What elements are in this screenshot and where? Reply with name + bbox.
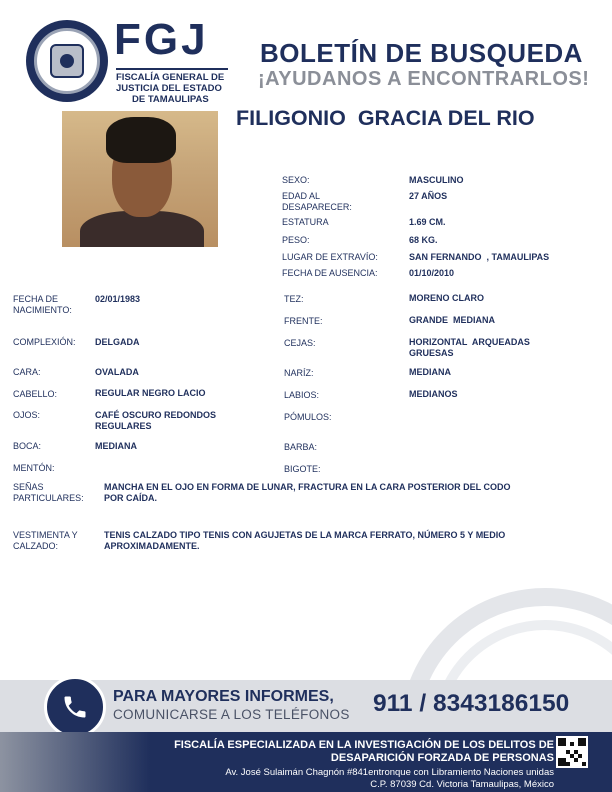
lugar-value: SAN FERNANDO , TAMAULIPAS [409,252,550,262]
logo-divider [116,68,228,70]
agency-line-1: FISCALÍA GENERAL DE [116,72,225,83]
ojos-value-2: REGULARES [95,421,152,431]
frente-value: GRANDE MEDIANA [409,315,496,325]
fecha-nacimiento-label-1: FECHA DE [13,294,59,304]
qr-code-icon[interactable] [556,736,588,768]
labios-value: MEDIANOS [409,389,458,399]
fecha-nacimiento-label-2: NACIMIENTO: [13,305,72,315]
fgj-logo-text: FGJ [114,15,209,64]
fgj-seal-logo [26,20,108,102]
fecha-nacimiento-value: 02/01/1983 [95,294,141,304]
vestimenta-label-1: VESTIMENTA Y [13,530,78,540]
senas-label-1: SEÑAS [13,482,44,492]
phone-icon [44,676,106,738]
edad-label-2: DESAPARECER: [282,202,352,212]
vestimenta-value-1: TENIS CALZADO TIPO TENIS CON AGUJETAS DE LA MARCA FERRATO, NÚMERO 5 Y MEDIO [104,530,506,540]
phone-number[interactable]: 911 / 8343186150 [373,690,570,717]
cabello-value: REGULAR NEGRO LACIO [95,388,206,398]
estatura-label: ESTATURA [282,217,329,227]
agency-line-2: JUSTICIA DEL ESTADO [116,83,222,94]
ojos-label: OJOS: [13,410,41,420]
contact-phrase: COMUNICARSE A LOS TELÉFONOS [113,707,350,722]
senas-value-1: MANCHA EN EL OJO EN FORMA DE LUNAR, FRACTURA EN LA CARA POSTERIOR DEL CODO [104,482,511,492]
edad-value: 27 AÑOS [409,191,448,201]
vestimenta-value-2: APROXIMADAMENTE. [104,541,200,551]
nariz-label: NARÍZ: [284,368,314,378]
bulletin-subtitle: ¡AYUDANOS A ENCONTRARLOS! [258,68,590,90]
cejas-label: CEJAS: [284,338,316,348]
cara-label: CARA: [13,367,41,377]
senas-value-2: POR CAÍDA. [104,493,158,503]
person-name: FILIGONIO GRACIA DEL RIO [236,106,535,130]
edad-label-1: EDAD AL [282,191,321,201]
boca-value: MEDIANA [95,441,137,451]
nariz-value: MEDIANA [409,367,451,377]
photo-hair [106,117,176,163]
labios-label: LABIOS: [284,390,320,400]
cara-value: OVALADA [95,367,139,377]
cejas-value-1: HORIZONTAL ARQUEADAS [409,337,530,347]
complexion-label: COMPLEXIÓN: [13,337,76,347]
missing-person-photo [62,111,218,247]
peso-label: PESO: [282,235,310,245]
ojos-value-1: CAFÉ OSCURO REDONDOS [95,410,217,420]
agency-line-3: DE TAMAULIPAS [132,94,209,105]
agency-name [116,72,236,105]
office-name-line-2: DESAPARICIÓN FORZADA DE PERSONAS [330,752,554,764]
seal-emblem [50,44,84,78]
office-name-line-1: FISCALÍA ESPECIALIZADA EN LA INVESTIGACIÓN DE LOS DELITOS DE [174,739,554,751]
peso-value: 68 KG. [409,235,438,245]
barba-label: BARBA: [284,442,318,452]
vestimenta-label-2: CALZADO: [13,541,59,551]
complexion-value: DELGADA [95,337,140,347]
tez-label: TEZ: [284,294,304,304]
address-line-2: C.P. 87039 Cd. Victoria Tamaulipas, México [370,779,554,790]
boca-label: BOCA: [13,441,42,451]
cejas-value-2: GRUESAS [409,348,454,358]
bigote-label: BIGOTE: [284,464,321,474]
fecha-ausencia-value: 01/10/2010 [409,268,455,278]
estatura-value: 1.69 CM. [409,217,446,227]
menton-label: MENTÓN: [13,463,55,473]
senas-label-2: PARTICULARES: [13,493,84,503]
sexo-value: MASCULINO [409,175,464,185]
lugar-label: LUGAR DE EXTRAVÍO: [282,252,378,262]
fecha-ausencia-label: FECHA DE AUSENCIA: [282,268,378,278]
more-info-heading: PARA MAYORES INFORMES, [113,688,334,705]
address-line-1: Av. José Sulaimán Chagnón #841entronque con Libramiento Naciones unidas [225,767,554,778]
tez-value: MORENO CLARO [409,293,484,303]
bulletin-title: BOLETÍN DE BUSQUEDA [260,38,583,68]
frente-label: FRENTE: [284,316,323,326]
sexo-label: SEXO: [282,175,310,185]
pomulos-label: PÓMULOS: [284,412,332,422]
cabello-label: CABELLO: [13,389,58,399]
